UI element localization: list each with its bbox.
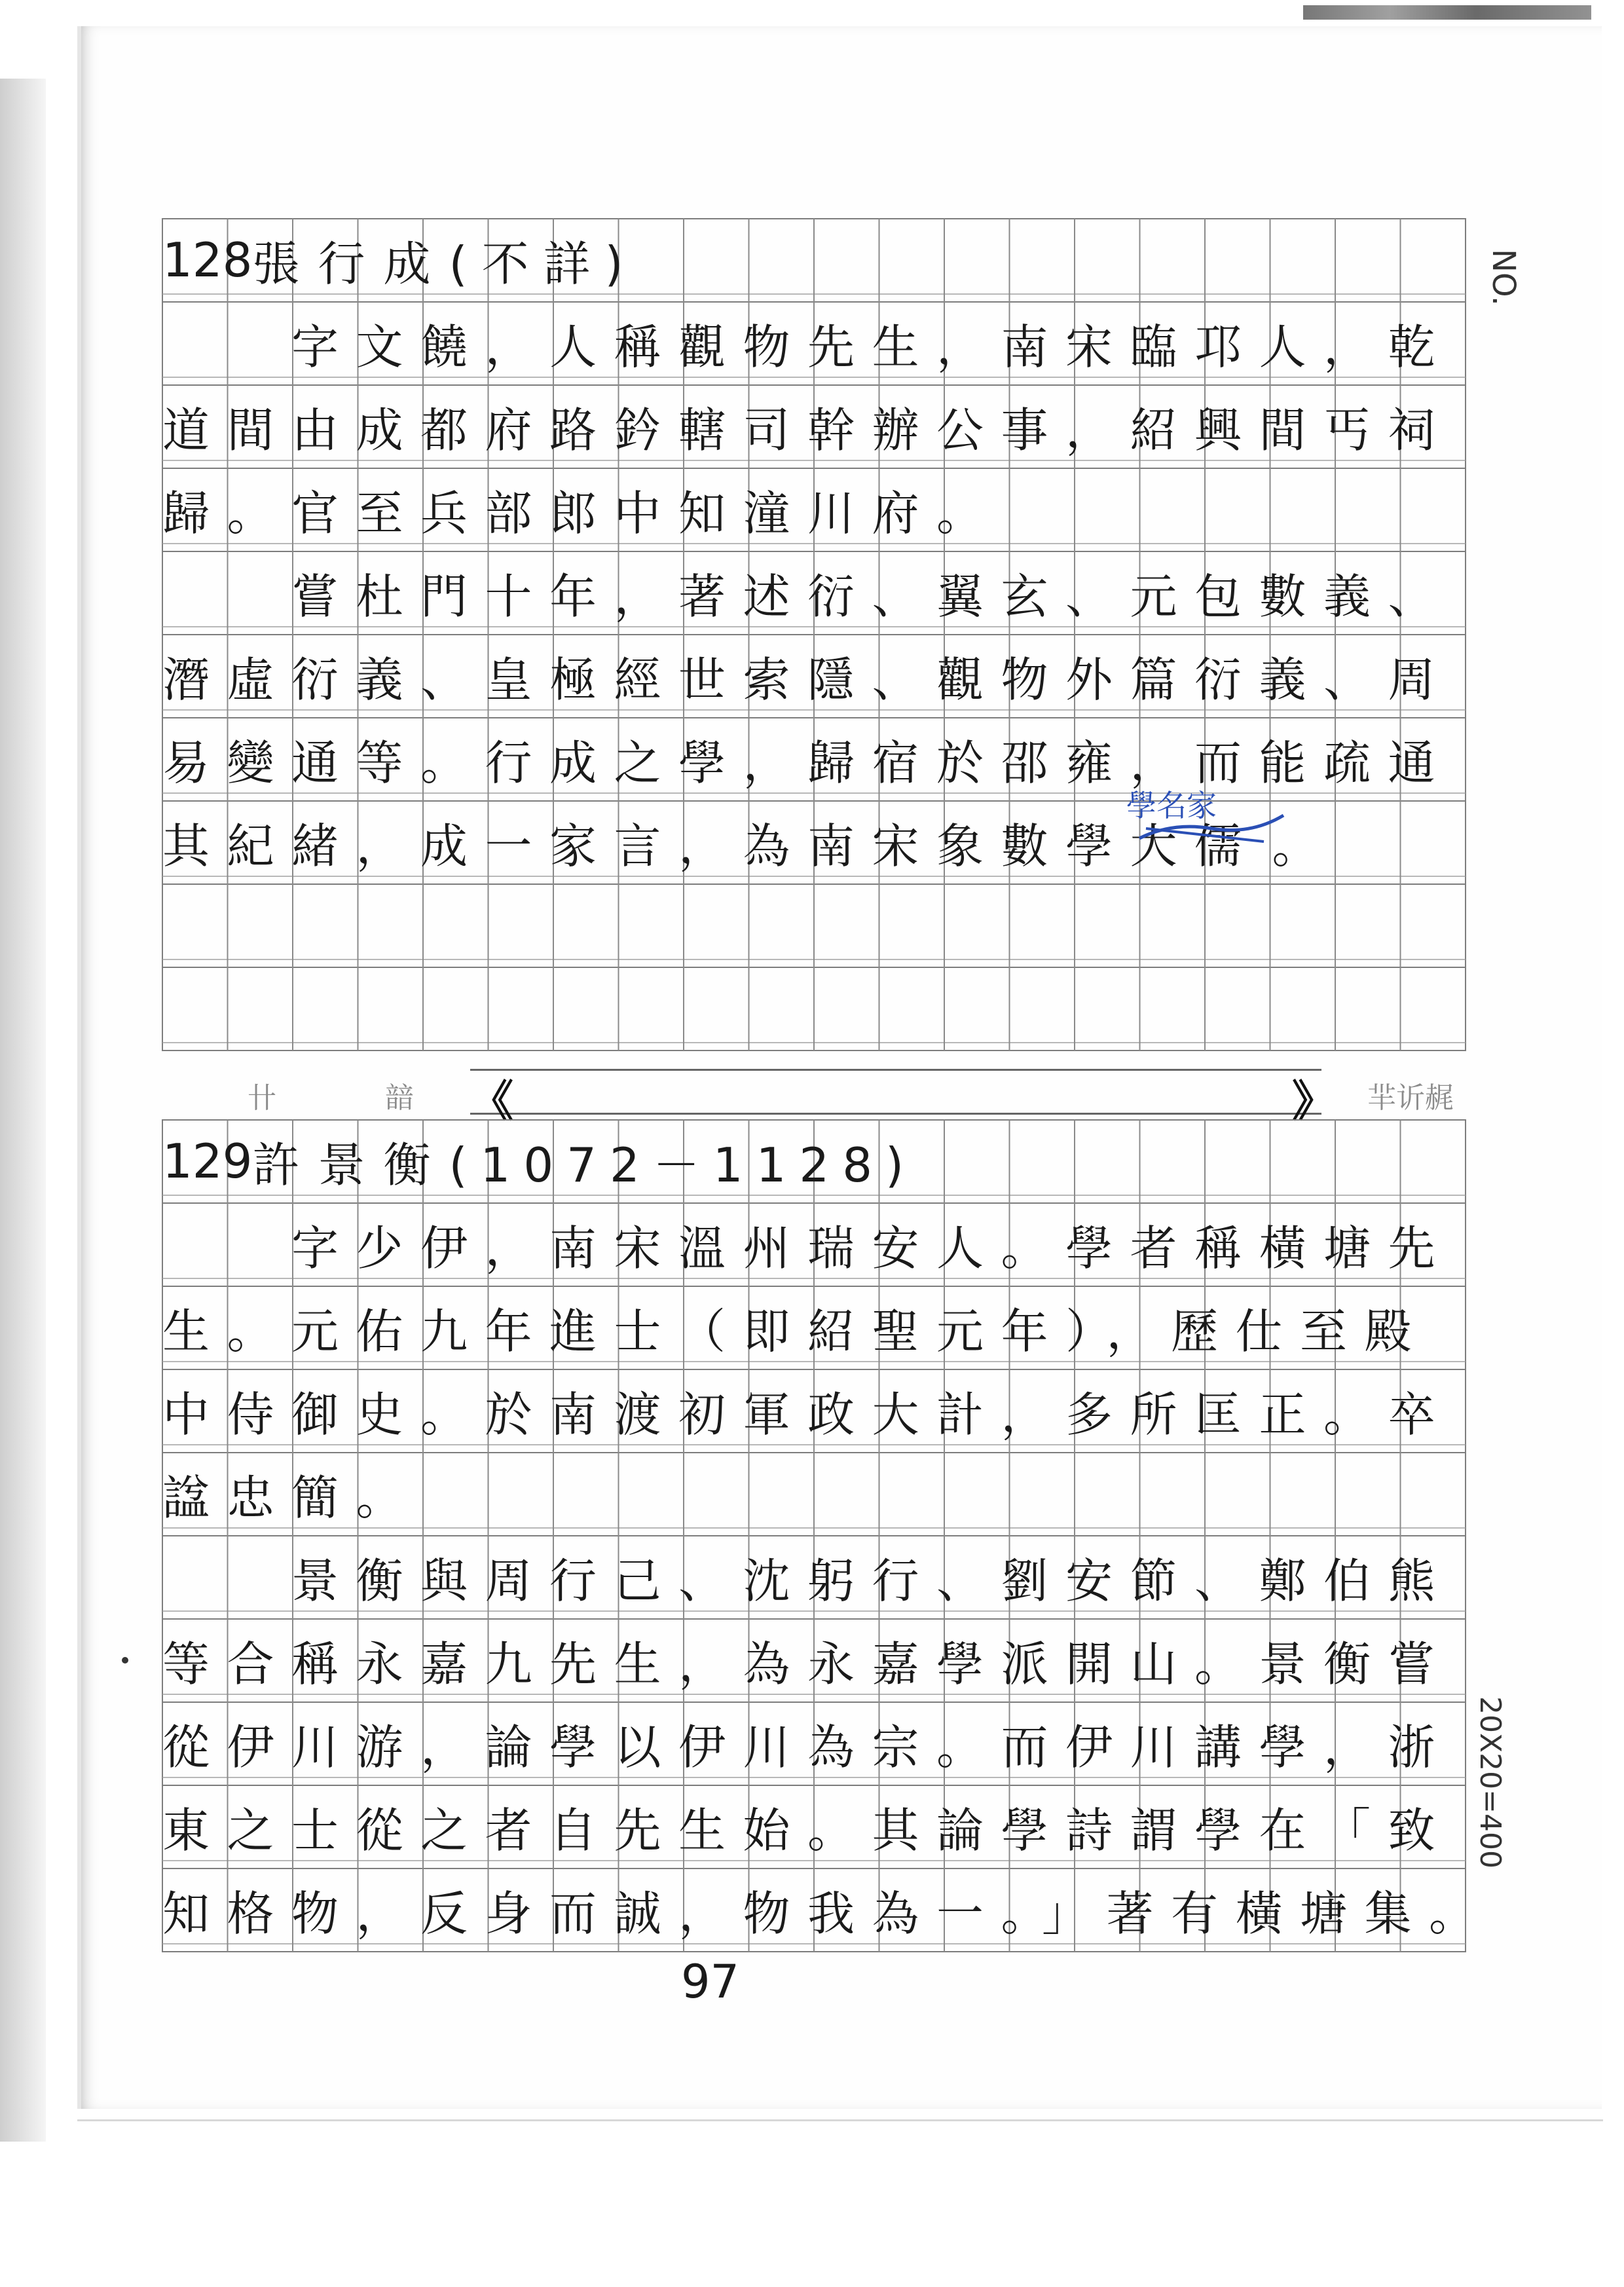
sheet-number-label: NO. (1485, 249, 1522, 306)
entry-129-line-8: 東之士從之者自先生始。其論學詩謂學在「致 (162, 1803, 1453, 1858)
entry-128-line-6: 易變通等。行成之學，歸宿於邵雍，而能疏通 (162, 735, 1453, 790)
entry-128-line-7-end: 。 (1272, 819, 1320, 874)
fold-bracket-right: 》 (1292, 1076, 1335, 1126)
struck-text: 大儒 (1130, 819, 1259, 874)
fold-mark-right: 羋䜣䞔 (1367, 1081, 1454, 1115)
fold-mark-left-2: 䪭 (385, 1081, 414, 1115)
entry-129-heading (162, 1120, 1466, 1202)
scan-shadow (0, 79, 46, 2142)
paper-spec-label: 20X20=400 (1473, 1696, 1507, 1869)
sheet-edge (77, 2119, 1603, 2121)
entry-129-line-5: 景衡與周行己、沈躬行、劉安節、鄭伯熊 (162, 1553, 1453, 1608)
entry-129-number: 129 (162, 1134, 253, 1189)
entry-129-line-9: 知格物，反身而誠，物我為一。」著有橫塘集。 (162, 1886, 1494, 1941)
entry-128-line-7-text: 其紀緒，成一家言，為南宋象數學 (162, 819, 1130, 874)
page-number: 97 (681, 1955, 740, 2009)
entry-128-line-2: 道間由成都府路鈐轄司幹辦公事，紹興間丐祠 (162, 403, 1453, 458)
entry-128-line-1: 字文饒，人稱觀物先生，南宋臨邛人，乾 (162, 320, 1453, 375)
page-fold-divider (162, 1061, 1466, 1126)
entry-129-name: 許景衡 (252, 1138, 449, 1193)
correction-annotation: 學名家 (1126, 788, 1217, 823)
entry-129-dates: (1072－1128) (449, 1138, 917, 1193)
entry-128-heading (162, 219, 1466, 301)
entry-128-name: 張行成 (252, 236, 449, 291)
strike-through-mark (1133, 802, 1290, 855)
fold-bar (470, 1069, 1321, 1115)
entry-129-line-3: 中侍御史。於南渡初軍政大計，多所匡正。卒 (162, 1387, 1453, 1442)
entry-129-line-4: 諡忠簡。 (162, 1470, 421, 1525)
entry-129-line-2: 生。元佑九年進士（即紹聖元年），歷仕至殿 (162, 1304, 1430, 1359)
entry-128-line-3: 歸。官至兵部郎中知潼川府。 (162, 486, 1001, 541)
entry-129-line-7: 從伊川游，論學以伊川為宗。而伊川講學，浙 (162, 1720, 1453, 1775)
manuscript-grid-upper (162, 219, 1466, 1111)
entry-128-dates: (不詳) (449, 236, 638, 291)
entry-128-number: 128 (162, 232, 253, 288)
entry-129-line-6: 等合稱永嘉九先生，為永嘉學派開山。景衡嘗 (162, 1637, 1453, 1692)
scan-speck (122, 1657, 128, 1664)
entry-128-line-4: 嘗杜門十年，著述衍、翼玄、元包數義、 (162, 569, 1453, 624)
entry-128-line-5: 潛虛衍義、皇極經世索隱、觀物外篇衍義、周 (162, 652, 1453, 707)
scan-edge-mark (1303, 5, 1591, 20)
entry-129-line-1: 字少伊，南宋溫州瑞安人。學者稱橫塘先 (162, 1221, 1453, 1276)
fold-mark-left: 卄 (248, 1081, 276, 1115)
fold-bracket-left: 《 (470, 1076, 513, 1126)
